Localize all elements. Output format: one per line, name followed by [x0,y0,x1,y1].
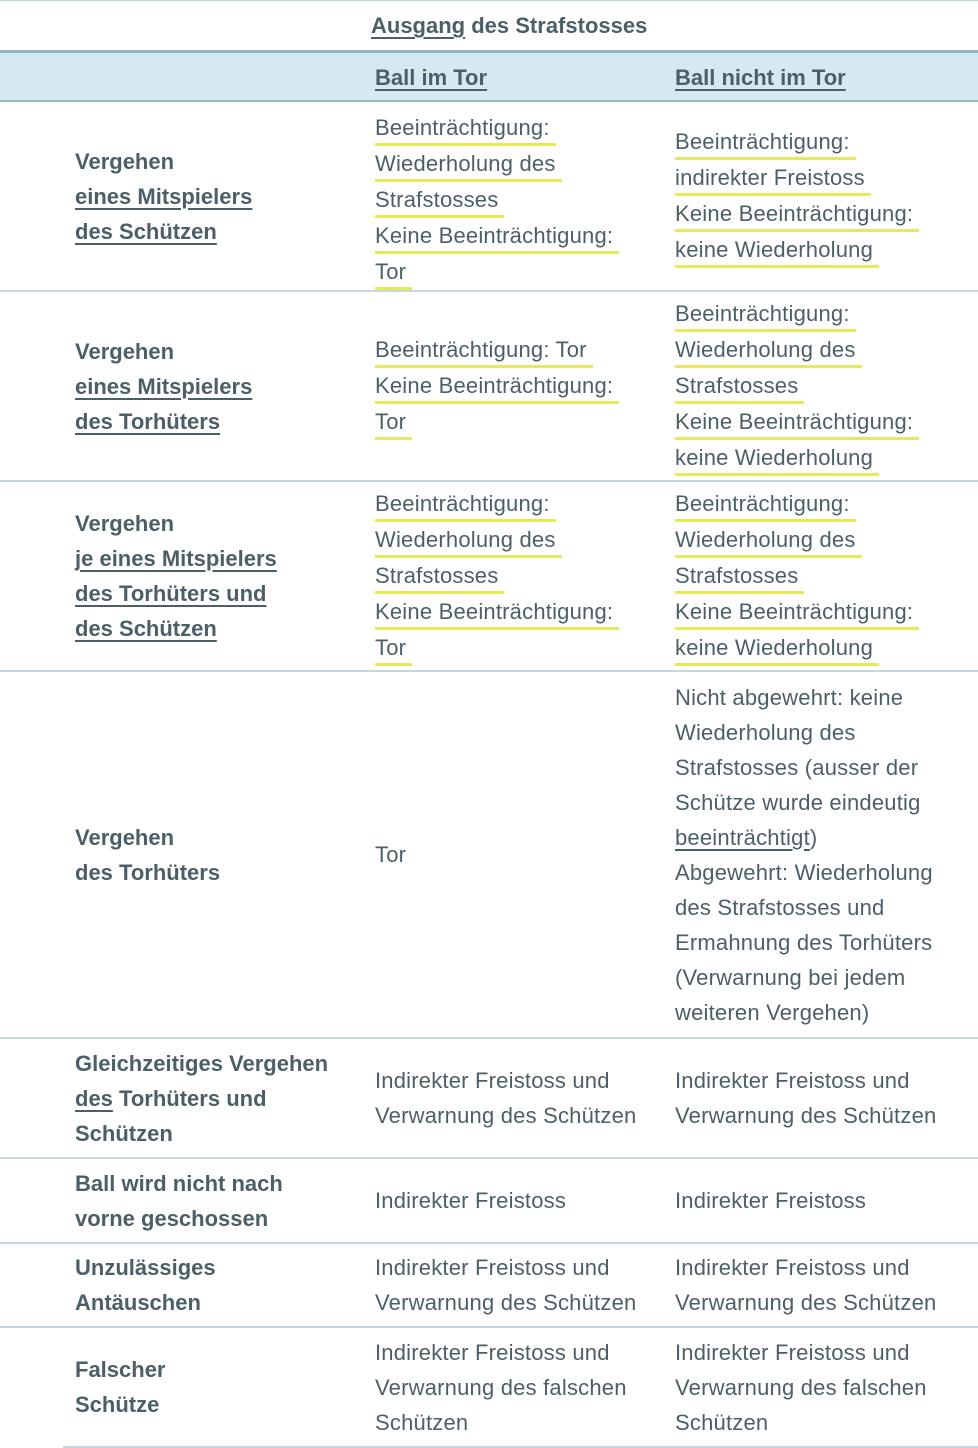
table-row [0,292,978,482]
cell-text: Wiederholung des [675,719,856,745]
highlighted-text[interactable]: Keine Beeinträchtigung: [375,597,619,630]
cell-ball-im-tor [375,110,665,286]
highlighted-text[interactable]: indirekter Freistoss [675,163,871,196]
cell-ball-nicht-im-tor [675,1328,950,1446]
label-link[interactable]: des Torhüters [75,408,221,434]
label-link[interactable]: des Schützen [75,616,217,641]
table-header-row [0,50,978,102]
cell-text: des Strafstosses und [675,894,885,920]
cell-ball-nicht-im-tor [675,1244,950,1326]
highlighted-text[interactable]: Beeinträchtigung: [375,113,556,146]
cell-text: Abgewehrt: Wiederholung [675,859,933,885]
link-beeintraechtigt[interactable]: beeinträchtigt [675,824,810,850]
cell-ball-im-tor [375,1328,645,1446]
highlighted-text[interactable]: Wiederholung des [675,525,862,558]
cell-text: Indirekter Freistoss [675,1188,867,1213]
row-label [75,1328,360,1446]
table-row [0,1039,978,1159]
label-link[interactable]: eines Mitspielers [75,183,253,209]
cell-text: Strafstosses (ausser der [675,754,919,780]
highlighted-text[interactable]: Keine Beeinträchtigung: [675,199,919,232]
label-link[interactable]: eines Mitspielers [75,373,253,399]
cell-ball-nicht-im-tor [675,482,975,670]
highlighted-text[interactable]: Keine Beeinträchtigung: [675,597,919,630]
cell-text: Schütze wurde eindeutig [675,789,921,815]
highlighted-text[interactable]: Tor [375,407,412,440]
cell-ball-nicht-im-tor [675,102,975,290]
cell-ball-nicht-im-tor [675,1159,975,1242]
cell-text: weiteren Vergehen) [675,999,870,1025]
label-line: Antäuschen [75,1290,201,1315]
label-line: Torhüters und [112,1085,267,1111]
cell-ball-nicht-im-tor [675,292,975,480]
highlighted-text[interactable]: keine Wiederholung [675,235,879,268]
cell-text: Indirekter Freistoss [375,1188,567,1213]
cell-text: Nicht abgewehrt: keine [675,684,904,710]
label-line: Falscher [75,1357,166,1382]
label-link[interactable]: je eines Mitspielers [75,546,277,571]
cell-ball-im-tor [375,292,665,480]
highlighted-text[interactable]: Tor [375,633,412,666]
table-row [0,482,978,672]
highlighted-text[interactable]: Strafstosses [675,561,804,594]
highlighted-text[interactable]: Beeinträchtigung: [375,489,556,522]
highlighted-text[interactable]: Strafstosses [375,185,504,218]
row-label [75,1039,360,1157]
highlighted-text[interactable]: Beeinträchtigung: [675,127,856,160]
cell-text: Indirekter Freistoss und Verwarnung des Schützen [675,1068,937,1128]
highlighted-text[interactable]: Beeinträchtigung: [675,299,856,332]
highlighted-text[interactable]: Tor [375,257,412,290]
label-link[interactable]: des Torhüters und [75,581,267,606]
cell-ball-im-tor [375,482,665,670]
table-row [0,1328,978,1448]
highlighted-text[interactable]: Wiederholung des [375,525,562,558]
label-line: Vergehen [75,148,175,174]
row-label [75,1244,360,1326]
table-row [0,1159,978,1244]
label-line: Gleichzeitiges Vergehen [75,1050,329,1076]
highlighted-text[interactable]: keine Wiederholung [675,443,879,476]
highlighted-text[interactable]: Keine Beeinträchtigung: [375,221,619,254]
label-line: Vergehen [75,338,175,364]
cell-ball-im-tor [375,672,665,1037]
title-link-ausgang[interactable]: Ausgang [371,13,466,38]
cell-text: (Verwarnung bei jedem [675,964,906,990]
row-label [75,102,360,290]
cell-text: Indirekter Freistoss und Verwarnung des Schützen [675,1255,937,1315]
table-row [0,1244,978,1328]
row-label [75,482,360,670]
label-line: Vergehen [75,511,175,536]
label-line: Ball wird nicht nach [75,1170,283,1196]
cell-ball-im-tor [375,1244,645,1326]
header-ball-im-tor[interactable]: Ball im Tor [375,65,488,90]
label-link[interactable]: des [75,1085,113,1111]
row-label [75,672,360,1037]
label-line: Schütze [75,1392,160,1417]
cell-text: ) [809,824,818,850]
cell-text: Indirekter Freistoss und Verwarnung des falschen Schützen [375,1339,627,1435]
cell-ball-nicht-im-tor [675,672,975,1037]
highlighted-text[interactable]: Keine Beeinträchtigung: [675,407,919,440]
cell-text: Indirekter Freistoss und Verwarnung des Schützen [375,1068,637,1128]
highlighted-text[interactable]: Keine Beeinträchtigung: [375,371,619,404]
highlighted-text[interactable]: Strafstosses [375,561,504,594]
label-line: des Torhüters [75,859,221,885]
row-label [75,292,360,480]
cell-ball-nicht-im-tor [675,1039,950,1157]
table-title-row [0,0,978,51]
table-row [0,672,978,1039]
highlighted-text[interactable]: keine Wiederholung [675,633,879,666]
label-line: Vergehen [75,824,175,850]
label-line: vorne geschossen [75,1205,269,1231]
label-link[interactable]: des Schützen [75,218,217,244]
highlighted-text[interactable]: Wiederholung des [675,335,862,368]
cell-text: Ermahnung des Torhüters [675,929,933,955]
cell-text: Tor [375,842,407,867]
highlighted-text[interactable]: Strafstosses [675,371,804,404]
highlighted-text[interactable]: Beeinträchtigung: Tor [375,335,593,368]
header-ball-nicht-im-tor[interactable]: Ball nicht im Tor [675,65,846,90]
cell-text: Indirekter Freistoss und Verwarnung des falschen Schützen [675,1339,927,1435]
label-line: Schützen [75,1120,173,1146]
cell-ball-im-tor [375,1159,665,1242]
label-line: Unzulässiges [75,1255,216,1280]
row-label [75,1159,360,1242]
highlighted-text[interactable]: Wiederholung des [375,149,562,182]
title-rest: des Strafstosses [465,13,648,38]
table-title [371,13,647,39]
highlighted-text[interactable]: Beeinträchtigung: [675,489,856,522]
cell-ball-im-tor [375,1039,645,1157]
cell-text: Indirekter Freistoss und Verwarnung des Schützen [375,1255,637,1315]
table-row [0,102,978,292]
